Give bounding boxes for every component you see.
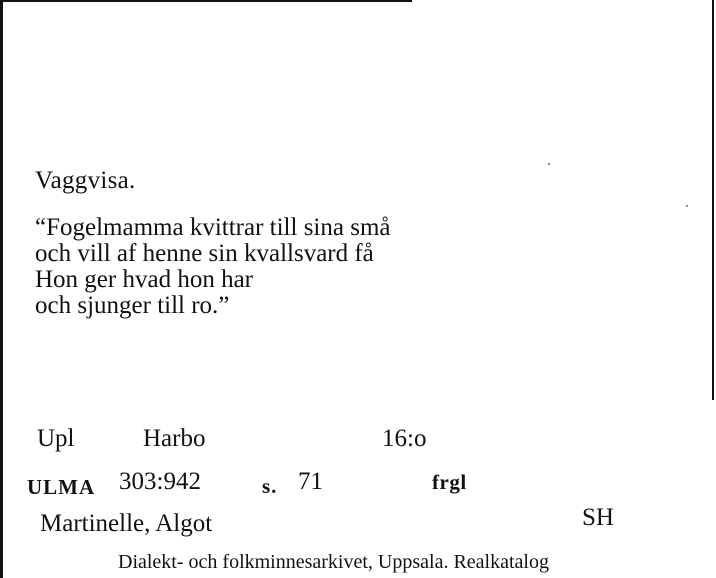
poem-line: och vill af henne sin kvallsvard få <box>35 240 374 267</box>
poem-text <box>35 215 390 319</box>
poem-line: och sjunger till ro.” <box>35 292 230 319</box>
archive-number: 303:942 <box>119 468 201 495</box>
province: Upl <box>37 425 75 452</box>
category: frgl <box>432 470 467 494</box>
card-right-edge <box>712 0 714 400</box>
page-label: s. <box>262 474 278 498</box>
poem-line: Hon ger hvad hon har <box>35 266 253 293</box>
scan-speck <box>548 163 550 165</box>
initials: SH <box>582 504 614 531</box>
parish: Harbo <box>143 425 206 452</box>
card-left-edge <box>0 0 3 578</box>
song-title: Vaggvisa. <box>35 167 136 194</box>
archive-name: ULMA <box>27 475 96 499</box>
recorder-name: Martinelle, Algot <box>40 510 213 537</box>
poem-line: “Fogelmamma kvittrar till sina små <box>35 214 391 241</box>
page-number: 71 <box>298 468 323 495</box>
scan-speck <box>686 205 688 207</box>
archive-footer: Dialekt- och folkminnesarkivet, Uppsala. Realkatalog <box>118 551 549 573</box>
card-top-edge <box>0 0 412 2</box>
catalog-code: 16:o <box>382 425 427 452</box>
